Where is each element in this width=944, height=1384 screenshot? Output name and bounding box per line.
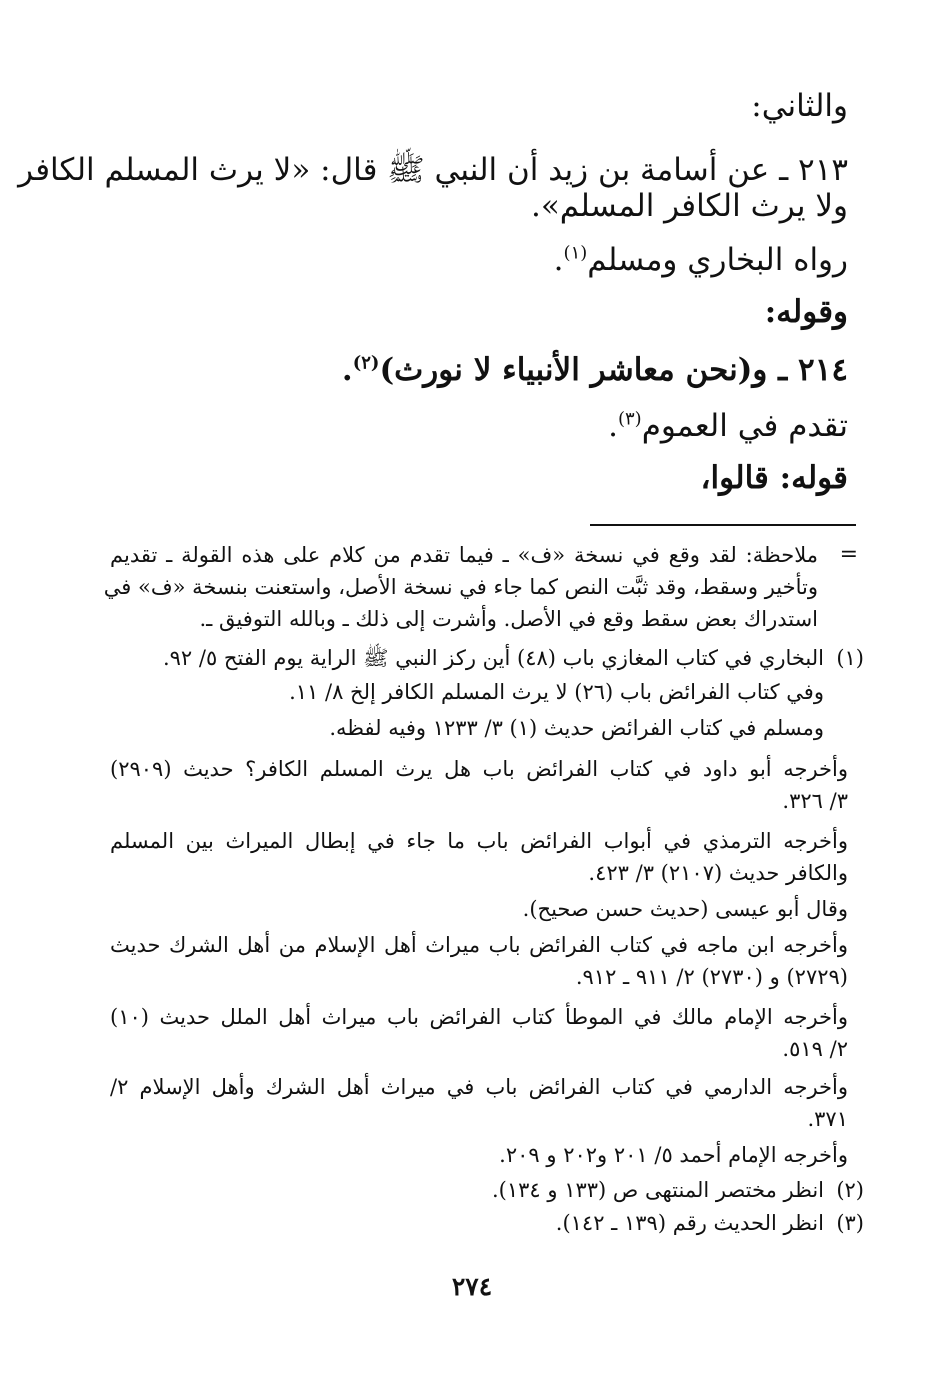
hadith-214-end: .	[341, 352, 353, 388]
hadith-214	[342, 348, 848, 392]
note-line: ملاحظة: لقد وقع في نسخة «ف» ـ فيما تقدم من كلام على هذه القولة ـ تقديم	[110, 543, 818, 567]
footnote-1-line: وأخرجه الإمام مالك في الموطأ كتاب الفرائض باب ميراث أهل الملل حديث (١٠)	[110, 1005, 848, 1029]
footnote-1-line: ٣٧١.	[807, 1107, 848, 1131]
footnote-ref-2: (٢)	[352, 352, 380, 374]
main-line-intro: والثاني:	[751, 88, 848, 124]
footnote-1-line: البخاري في كتاب المغازي باب (٤٨) أين ركز النبي ﷺ الراية يوم الفتح ٥/ ٩٢.	[162, 646, 824, 670]
footnote-2-text: انظر مختصر المنتهى ص (١٣٣ و ١٣٤).	[491, 1178, 824, 1202]
footnote-1-number: (١)	[836, 646, 864, 670]
footnote-1-line: والكافر حديث (٢١٠٧) ٣/ ٤٢٣.	[588, 861, 848, 885]
footnote-1-line: ومسلم في كتاب الفرائض حديث (١) ٣/ ١٢٣٣ وفيه لفظه.	[329, 716, 824, 740]
footnote-1-line: وأخرجه الإمام أحمد ٥/ ٢٠١ و٢٠٢ و ٢٠٩.	[499, 1143, 848, 1167]
footnote-1-line: ٣/ ٣٢٦.	[782, 789, 848, 813]
footnote-1-line: وأخرجه ابن ماجه في كتاب الفرائض باب ميراث أهل الإسلام من أهل الشرك حديث	[110, 933, 848, 957]
footnote-1-line: وقال أبو عيسى (حديث حسن صحيح).	[522, 897, 848, 921]
footnote-1-line: (٢٧٢٩) و (٢٧٣٠) ٢/ ٩١١ ـ ٩١٢.	[575, 965, 848, 989]
narration-line	[554, 238, 848, 282]
hadith-213-line2: ولا يرث الكافر المسلم».	[530, 188, 848, 224]
narration-text: رواه البخاري ومسلم	[587, 242, 848, 278]
footnote-3-number: (٣)	[836, 1211, 864, 1235]
note-line: وتأخير وسقط، وقد ثبَّت النص كما جاء في نسخة الأصل، واستعنت بنسخة «ف» في	[103, 575, 818, 599]
cross-ref-line	[608, 404, 848, 448]
footnote-1-line: وأخرجه أبو داود في كتاب الفرائض باب هل يرث المسلم الكافر؟ حديث (٢٩٠٩)	[110, 757, 848, 781]
section-heading-waqawluhu: وقوله:	[764, 294, 848, 330]
footnote-ref-3: (٣)	[617, 408, 642, 430]
continuation-mark: =	[839, 542, 858, 567]
cross-ref-text: تقدم في العموم	[641, 408, 848, 444]
footnote-2-number: (٢)	[836, 1178, 864, 1202]
page-number: ٢٧٤	[451, 1272, 493, 1301]
footnote-3-text: انظر الحديث رقم (١٣٩ ـ ١٤٢).	[555, 1211, 824, 1235]
narration-end: .	[553, 242, 564, 278]
footnote-ref-1: (١)	[563, 242, 588, 264]
hadith-213-line1: ٢١٣ ـ عن أسامة بن زيد أن النبي ﷺ قال: «لا يرث المسلم الكافر	[18, 152, 848, 188]
footnote-separator	[590, 524, 856, 526]
footnote-1-line: وفي كتاب الفرائض باب (٢٦) لا يرث المسلم الكافر إلخ ٨/ ١١.	[289, 680, 824, 704]
hadith-214-text: ٢١٤ ـ و(نحن معاشر الأنبياء لا نورث)	[379, 352, 848, 388]
footnote-1-line: ٢/ ٥١٩.	[782, 1037, 848, 1061]
note-line: استدراك بعض سقط وقع في الأصل. وأشرت إلى ذلك ـ وبالله التوفيق ـ.	[199, 607, 818, 631]
footnote-1-line: وأخرجه الدارمي في كتاب الفرائض باب في ميراث أهل الشرك وأهل الإسلام ٢/	[110, 1075, 848, 1099]
footnote-1-line: وأخرجه الترمذي في أبواب الفرائض باب ما جاء في إبطال الميراث بين المسلم	[110, 829, 848, 853]
cross-ref-end: .	[608, 408, 618, 444]
section-heading-qawluhu: قوله: قالوا،	[700, 460, 848, 496]
